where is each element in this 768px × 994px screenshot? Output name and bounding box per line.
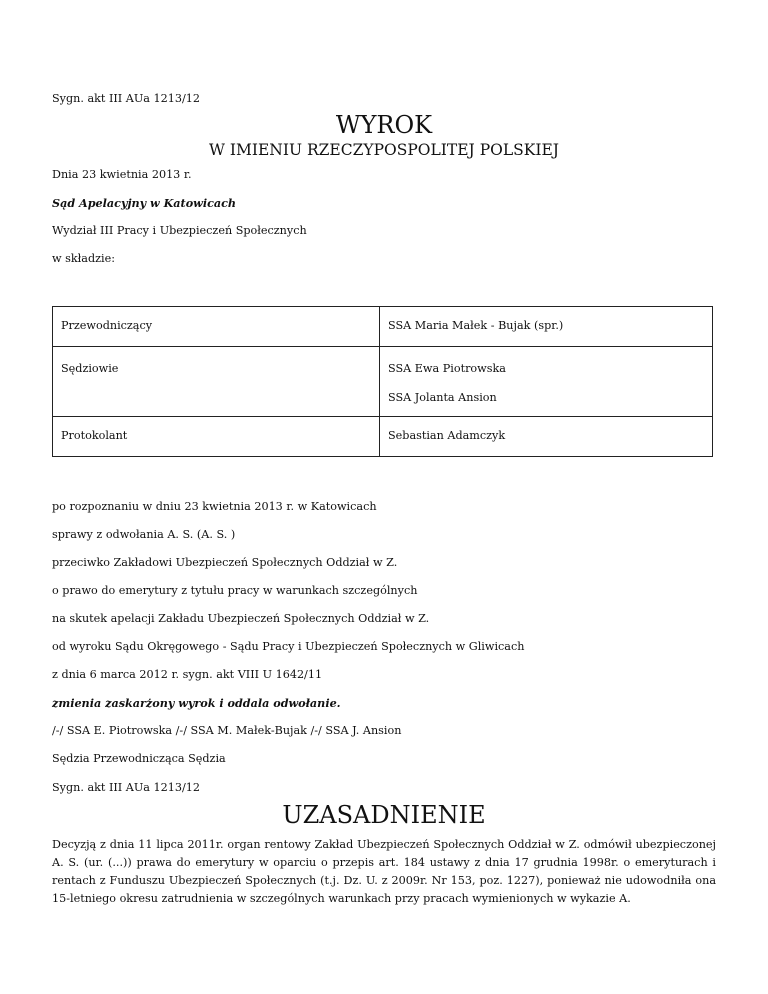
composition-label: w składzie: [52,252,115,265]
case-signature: Sygn. akt III AUa 1213/12 [52,92,200,105]
justification-signature: Sygn. akt III AUa 1213/12 [52,781,200,794]
court-division: Wydział III Pracy i Ubezpieczeń Społecznych [52,224,307,237]
subject-line: o prawo do emerytury z tytułu pracy w warunkach szczególnych [52,584,418,597]
verdict-line: zmienia zaskarżony wyrok i oddala odwołanie. [52,696,341,710]
chair-name: SSA Maria Małek - Bujak (spr.) [380,307,713,347]
chair-role: Przewodniczący [53,307,380,347]
composition-row-judges [53,347,713,417]
clerk-role: Protokolant [53,417,380,457]
judge-name: SSA Jolanta Ansion [388,391,497,404]
judges-role: Sędziowie [53,347,380,417]
case-parties-line: sprawy z odwołania A. S. (A. S. ) [52,528,236,541]
signatures-line: /-/ SSA E. Piotrowska /-/ SSA M. Małek-Bujak /-/ SSA J. Ansion [52,724,402,737]
justification-title: UZASADNIENIE [282,801,486,829]
defendant-line: przeciwko Zakładowi Ubezpieczeń Społecznych Oddział w Z. [52,556,398,569]
judge-name: SSA Ewa Piotrowska [388,362,506,375]
appeal-line: na skutek apelacji Zakładu Ubezpieczeń Społecznych Oddział w Z. [52,612,430,625]
document-subtitle: W IMIENIU RZECZYPOSPOLITEJ POLSKIEJ [209,141,559,159]
signature-roles-line: Sędzia Przewodnicząca Sędzia [52,752,226,765]
composition-table [52,306,713,457]
lower-court-date-line: z dnia 6 marca 2012 r. sygn. akt VIII U 1642/11 [52,668,323,681]
hearing-line: po rozpoznaniu w dniu 23 kwietnia 2013 r. w Katowicach [52,500,377,513]
document-title: WYROK [335,111,433,139]
judgment-date: Dnia 23 kwietnia 2013 r. [52,168,192,181]
composition-row-chair [53,307,713,347]
judges-names [380,347,713,417]
clerk-name: Sebastian Adamczyk [380,417,713,457]
lower-court-line: od wyroku Sądu Okręgowego - Sądu Pracy i Ubezpieczeń Społecznych w Gliwicach [52,640,525,653]
composition-row-clerk [53,417,713,457]
court-name: Sąd Apelacyjny w Katowicach [52,196,237,210]
justification-paragraph: Decyzją z dnia 11 lipca 2011r. organ rentowy Zakład Ubezpieczeń Społecznych Oddział w Z. odmówił ubezpieczonej A. S. (ur. (...)) prawa do emerytury w oparciu o przepis art. 184 ustawy z dnia 17 grudnia 1998r. o emeryturach i rentach z Funduszu Ubezpieczeń Społecznych (t.j. Dz. U. z 2009r. Nr 153, poz. 1227), ponieważ nie udowodniła ona 15-letniego okresu zatrudnienia w szczególnych warunkach przy pracach wymienionych w wykazie A. [52,838,716,905]
